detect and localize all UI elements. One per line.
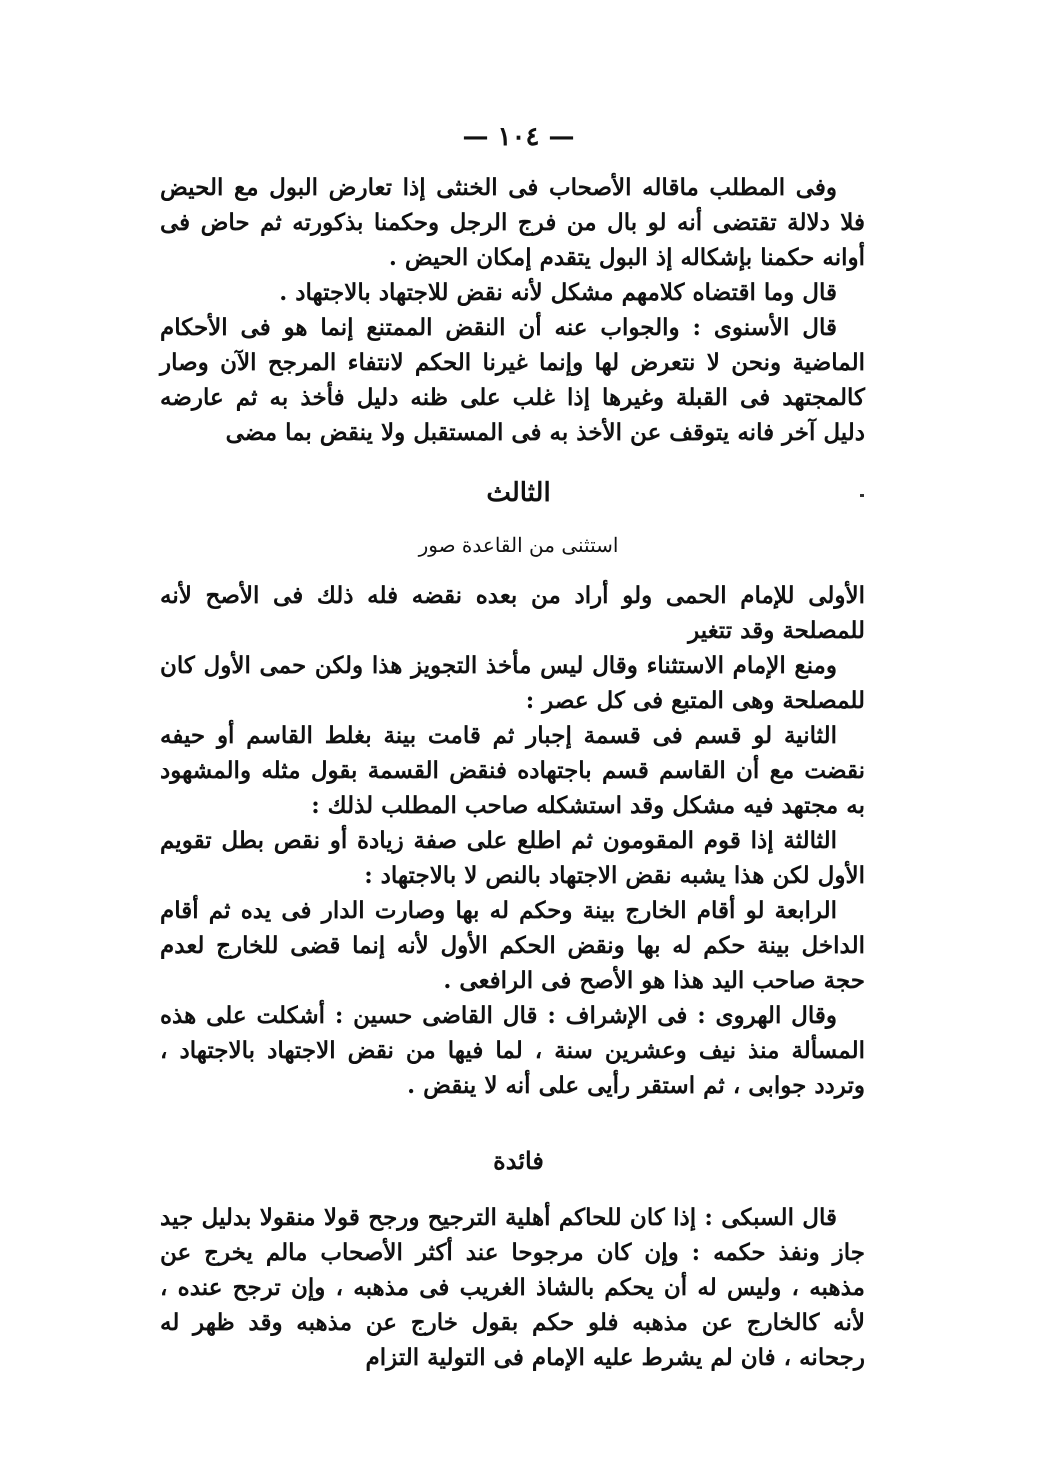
paragraph: الثالثة إذا قوم المقومون ثم اطلع على صفة زيادة أو نقص بطل تقويم الأول لكن هذا يشبه نقض الاجتهاد بالنص لا بالاجتهاد : (160, 827, 865, 889)
section-heading: الثالث (486, 478, 551, 508)
paragraph: قال الأسنوى : والجواب عنه أن النقض الممتنع إنما هو فى الأحكام الماضية ونحن لا نتعرض لها وإنما غيرنا الحكم لانتفاء المرجح الآن وصار كالمجتهد فى القبلة وغيرها إذا غلب على ظنه دليل فأخذ به ثم عارضه دليل آخر فانه يتوقف عن الأخذ به فى المستقبل ولا ينقض بما مضى (160, 314, 865, 446)
text-block-exceptions (160, 578, 865, 1103)
paragraph: ومنع الإمام الاستثناء وقال ليس مأخذ التجويز هذا ولكن حمى الأول كان للمصلحة وهى المتبع فى كل عصر : (160, 652, 865, 714)
paragraph: الرابعة لو أقام الخارج بينة وحكم له بها وصارت الدار فى يده ثم أقام الداخل بينة حكم له بها ونقض الحكم الأول لأنه إنما قضى للخارج لعدم حجة صاحب اليد هذا هو الأصح فى الرافعى . (160, 897, 865, 994)
benefit-heading: فائدة (493, 1146, 544, 1175)
paragraph: وفى المطلب ماقاله الأصحاب فى الخنثى إذا تعارض البول مع الحيض فلا دلالة تقتضى أنه لو بال من فرج الرجل وحكمنا بذكورته ثم حاض فى أوانه حكمنا بإشكاله إذ البول يتقدم إمكان الحيض . (160, 174, 865, 271)
scan-dot (860, 494, 864, 497)
page-number: — ١٠٤ — (462, 122, 575, 152)
paragraph: وقال الهروى : فى الإشراف : قال القاضى حسين : أشكلت على هذه المسألة منذ نيف وعشرين سنة ، لما فيها من نقض الاجتهاد بالاجتهاد ، وتردد جوابى ، ثم استقر رأيى على أنه لا ينقض . (160, 1002, 865, 1099)
text-block-intro (160, 170, 865, 450)
section-subheading: استثنى من القاعدة صور (418, 533, 619, 557)
text-block-benefit (160, 1200, 865, 1375)
paragraph: الأولى للإمام الحمى ولو أراد من بعده نقضه فله ذلك فى الأصح لأنه للمصلحة وقد تتغير (160, 582, 865, 644)
paragraph: قال وما اقتضاه كلامهم مشكل لأنه نقض للاجتهاد بالاجتهاد . (279, 279, 837, 306)
paragraph: الثانية لو قسم فى قسمة إجبار ثم قامت بينة بغلط القاسم أو حيفه نقضت مع أن القاسم قسم باجتهاده فنقض القسمة بقول مثله والمشهود به مجتهد فيه مشكل وقد استشكله صاحب المطلب لذلك : (160, 722, 865, 819)
paragraph: قال السبكى : إذا كان للحاكم أهلية الترجيح ورجح قولا منقولا بدليل جيد جاز ونفذ حكمه : وإن كان مرجوحا عند أكثر الأصحاب مالم يخرج عن مذهبه ، وليس له أن يحكم بالشاذ الغريب فى مذهبه ، وإن ترجح عنده ، لأنه كالخارج عن مذهبه فلو حكم بقول خارج عن مذهبه وقد ظهر له رجحانه ، فان لم يشرط عليه الإمام فى التولية التزام (160, 1204, 865, 1371)
